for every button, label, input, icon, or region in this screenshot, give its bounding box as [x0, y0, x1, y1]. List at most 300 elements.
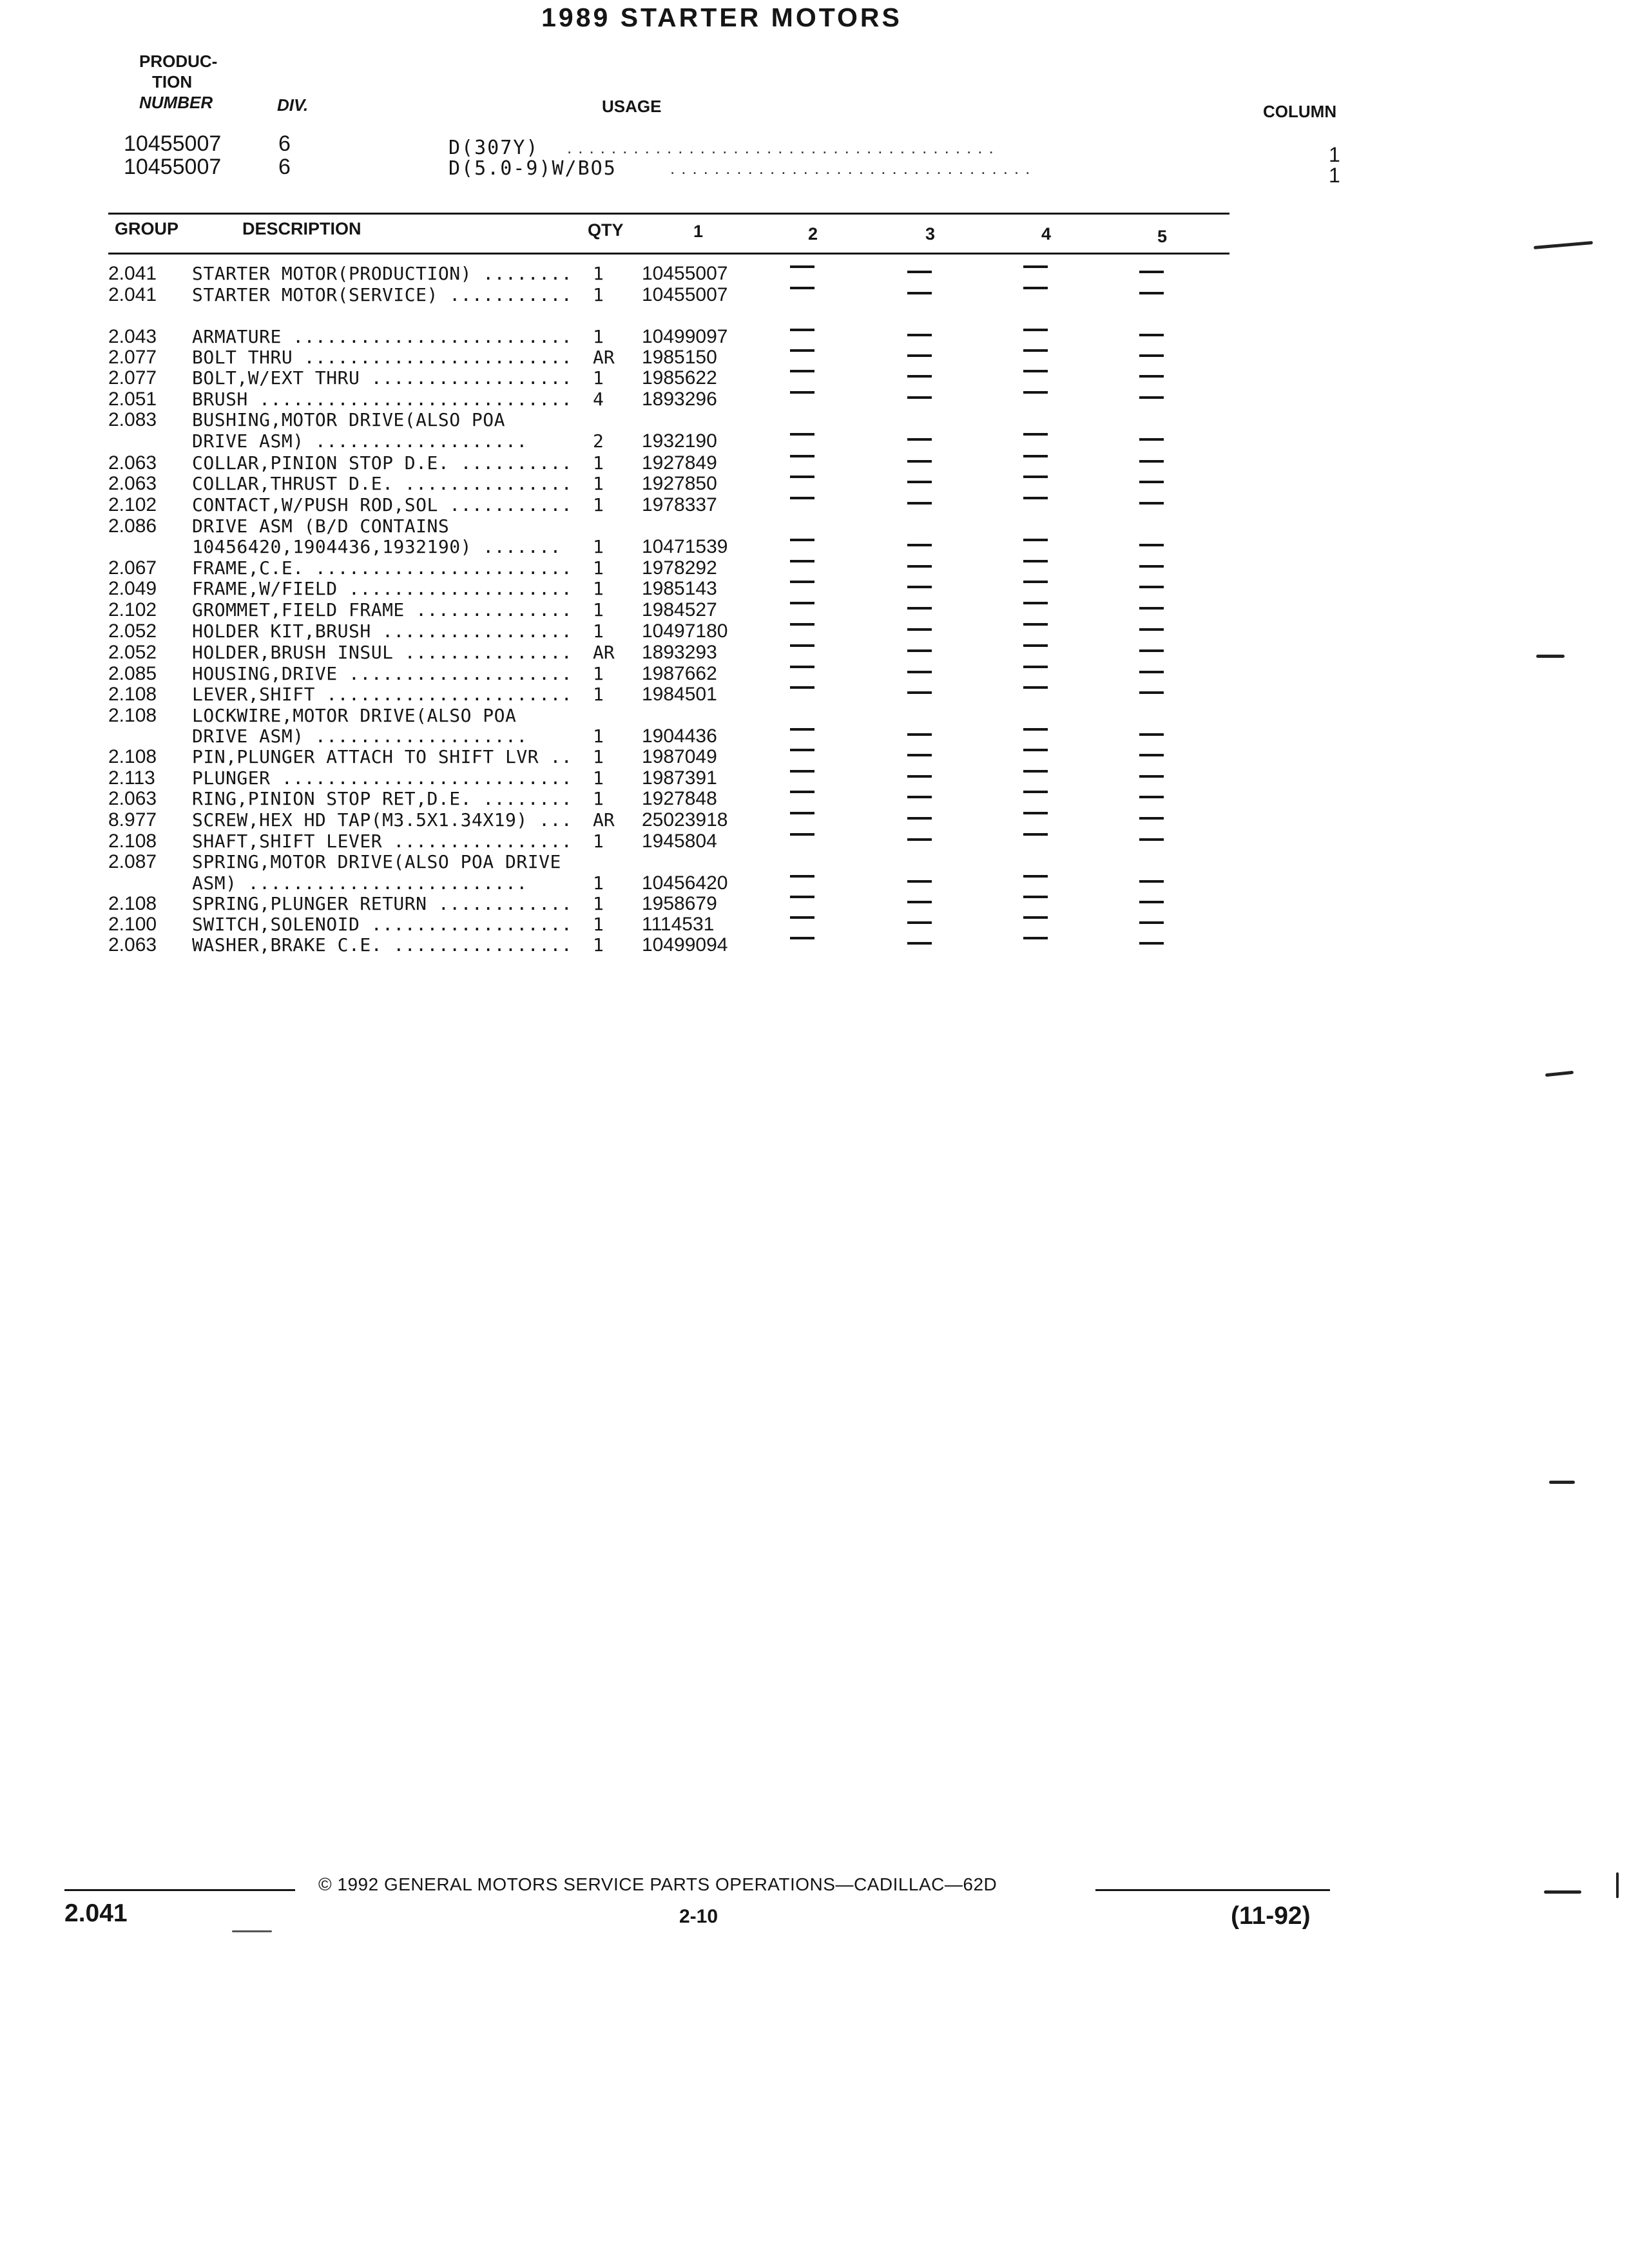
row-description: FRAME,C.E. .......................	[192, 557, 573, 579]
empty-column-dash	[907, 544, 932, 546]
row-part-number: 1978337	[642, 494, 717, 515]
row-qty: 1	[593, 284, 604, 305]
empty-column-dash	[907, 586, 932, 588]
table-row	[0, 473, 1629, 494]
empty-column-dash	[1139, 942, 1164, 945]
table-row	[0, 536, 1629, 557]
empty-column-dash	[790, 644, 815, 647]
empty-column-dash	[790, 370, 815, 372]
empty-column-dash	[1139, 817, 1164, 820]
empty-column-dash	[1139, 671, 1164, 673]
row-qty: 1	[593, 684, 604, 705]
row-group: 2.041	[108, 263, 157, 284]
empty-column-dash	[907, 354, 932, 357]
empty-column-dash	[790, 539, 815, 541]
row-description: LEVER,SHIFT ......................	[192, 684, 573, 705]
scan-mark	[1549, 1481, 1575, 1484]
empty-column-dash	[1139, 649, 1164, 652]
row-group: 2.083	[108, 409, 157, 430]
header-production-3: NUMBER	[139, 93, 213, 112]
scan-mark	[1545, 1071, 1574, 1077]
row-group: 2.108	[108, 705, 157, 726]
table-row	[0, 452, 1629, 473]
empty-column-dash	[907, 502, 932, 505]
row-group: 2.043	[108, 326, 157, 347]
empty-column-dash	[1139, 481, 1164, 483]
row-part-number: 10499094	[642, 934, 728, 956]
row-qty: 1	[593, 494, 604, 515]
row-group: 2.085	[108, 663, 157, 684]
usage-div: 6	[278, 131, 291, 156]
empty-column-dash	[790, 686, 815, 689]
row-description: CONTACT,W/PUSH ROD,SOL ...........	[192, 494, 573, 515]
row-qty: 1	[593, 788, 604, 809]
footer-date: (11-92)	[1231, 1902, 1311, 1930]
row-description: 10456420,1904436,1932190) .......	[192, 536, 561, 557]
row-group: 2.102	[108, 494, 157, 515]
empty-column-dash	[790, 833, 815, 836]
row-qty: 1	[593, 831, 604, 852]
row-description: PIN,PLUNGER ATTACH TO SHIFT LVR ..	[192, 746, 573, 767]
row-qty: 1	[593, 767, 604, 789]
empty-column-dash	[790, 602, 815, 604]
empty-column-dash	[1023, 791, 1048, 793]
row-part-number: 1987049	[642, 746, 717, 767]
row-part-number: 10499097	[642, 326, 728, 347]
empty-column-dash	[1139, 754, 1164, 756]
table-row	[0, 831, 1629, 851]
empty-column-dash	[790, 287, 815, 289]
empty-column-dash	[1139, 901, 1164, 903]
row-group: 2.063	[108, 934, 157, 956]
row-description: COLLAR,PINION STOP D.E. ..........	[192, 452, 573, 474]
empty-column-dash	[1023, 623, 1048, 626]
row-part-number: 10456420	[642, 872, 728, 894]
row-description: ARMATURE .........................	[192, 326, 573, 347]
row-qty: 1	[593, 536, 604, 557]
row-part-number: 1958679	[642, 893, 717, 914]
empty-column-dash	[1139, 544, 1164, 546]
empty-column-dash	[790, 623, 815, 626]
row-qty: 1	[593, 326, 604, 347]
row-qty: 1	[593, 914, 604, 935]
row-qty: 1	[593, 263, 604, 284]
row-part-number: 1987662	[642, 663, 717, 684]
row-part-number: 1932190	[642, 430, 717, 452]
empty-column-dash	[1023, 875, 1048, 878]
empty-column-dash	[907, 271, 932, 273]
row-qty: 1	[593, 473, 604, 494]
usage-number: 10455007	[124, 131, 222, 156]
empty-column-dash	[907, 838, 932, 841]
empty-column-dash	[1139, 775, 1164, 778]
row-description: STARTER MOTOR(SERVICE) ...........	[192, 284, 573, 305]
row-group: 2.108	[108, 746, 157, 767]
empty-column-dash	[1139, 586, 1164, 588]
row-description: BOLT THRU ........................	[192, 347, 573, 368]
table-row	[0, 430, 1629, 451]
table-row	[0, 746, 1629, 767]
empty-column-dash	[1023, 581, 1048, 583]
row-part-number: 1984527	[642, 599, 717, 620]
empty-column-dash	[1139, 880, 1164, 883]
row-description: SHAFT,SHIFT LEVER ................	[192, 831, 573, 852]
empty-column-dash	[790, 433, 815, 436]
usage-div: 6	[278, 155, 291, 179]
table-row	[0, 326, 1629, 347]
row-qty: 1	[593, 663, 604, 684]
empty-column-dash	[907, 754, 932, 756]
empty-column-dash	[907, 628, 932, 631]
row-part-number: 1945804	[642, 831, 717, 852]
empty-column-dash	[1139, 396, 1164, 399]
table-row	[0, 851, 1629, 872]
row-group: 2.108	[108, 831, 157, 852]
row-group: 2.086	[108, 515, 157, 537]
table-row	[0, 263, 1629, 284]
row-qty: 1	[593, 620, 604, 642]
row-group: 2.051	[108, 389, 157, 410]
th-col5: 5	[1157, 227, 1168, 246]
empty-column-dash	[907, 334, 932, 336]
empty-column-dash	[1023, 812, 1048, 814]
table-row	[0, 934, 1629, 955]
empty-column-dash	[1023, 666, 1048, 668]
empty-column-dash	[790, 391, 815, 394]
empty-column-dash	[1139, 691, 1164, 694]
row-part-number: 1927848	[642, 788, 717, 809]
empty-column-dash	[1023, 916, 1048, 919]
empty-column-dash	[1023, 833, 1048, 836]
row-group: 8.977	[108, 809, 157, 831]
row-description: BRUSH ............................	[192, 389, 573, 410]
empty-column-dash	[907, 817, 932, 820]
empty-column-dash	[1139, 334, 1164, 336]
row-group: 2.100	[108, 914, 157, 935]
empty-column-dash	[790, 728, 815, 731]
row-group: 2.063	[108, 452, 157, 474]
empty-column-dash	[1023, 749, 1048, 751]
empty-column-dash	[907, 671, 932, 673]
table-top-rule	[108, 213, 1229, 215]
row-description: HOLDER KIT,BRUSH .................	[192, 620, 573, 642]
empty-column-dash	[907, 921, 932, 924]
empty-column-dash	[790, 896, 815, 898]
row-part-number: 10455007	[642, 263, 728, 284]
table-row	[0, 620, 1629, 641]
row-part-number: 1978292	[642, 557, 717, 579]
empty-column-dash	[1023, 770, 1048, 773]
empty-column-dash	[1023, 602, 1048, 604]
empty-column-dash	[1139, 271, 1164, 273]
header-column: COLUMN	[1263, 102, 1337, 121]
empty-column-dash	[1023, 644, 1048, 647]
empty-column-dash	[790, 560, 815, 562]
row-part-number: 1893296	[642, 389, 717, 410]
empty-column-dash	[790, 581, 815, 583]
row-qty: 1	[593, 599, 604, 620]
footer-copyright: © 1992 GENERAL MOTORS SERVICE PARTS OPERATIONS—CADILLAC—62D	[318, 1874, 998, 1894]
th-col1: 1	[693, 222, 704, 241]
row-group: 2.102	[108, 599, 157, 620]
empty-column-dash	[1139, 565, 1164, 568]
empty-column-dash	[907, 649, 932, 652]
table-row	[0, 347, 1629, 367]
table-row	[0, 809, 1629, 830]
empty-column-dash	[790, 770, 815, 773]
empty-column-dash	[790, 791, 815, 793]
empty-column-dash	[1023, 539, 1048, 541]
table-row	[0, 642, 1629, 662]
row-group: 2.067	[108, 557, 157, 579]
row-description: SPRING,PLUNGER RETURN ............	[192, 893, 573, 914]
empty-column-dash	[1139, 796, 1164, 798]
empty-column-dash	[907, 438, 932, 441]
row-group: 2.113	[108, 767, 155, 789]
empty-column-dash	[907, 901, 932, 903]
table-row	[0, 557, 1629, 578]
empty-column-dash	[1139, 375, 1164, 378]
table-header-rule	[108, 253, 1229, 255]
table-row	[0, 494, 1629, 515]
empty-column-dash	[790, 349, 815, 352]
scan-mark	[1534, 241, 1593, 249]
row-description: SPRING,MOTOR DRIVE(ALSO POA DRIVE	[192, 851, 561, 872]
table-row	[0, 872, 1629, 893]
row-description: DRIVE ASM) ...................	[192, 430, 528, 452]
row-description: ASM) .........................	[192, 872, 528, 894]
empty-column-dash	[790, 666, 815, 668]
table-row	[0, 389, 1629, 409]
empty-column-dash	[1139, 354, 1164, 357]
empty-column-dash	[790, 937, 815, 939]
row-part-number: 1893293	[642, 642, 717, 663]
row-qty: 1	[593, 934, 604, 956]
header-production-2: TION	[152, 72, 193, 91]
table-row	[0, 409, 1629, 430]
row-part-number: 1984501	[642, 684, 717, 705]
scan-mark	[1544, 1890, 1581, 1894]
row-part-number: 1985143	[642, 578, 717, 599]
th-col3: 3	[925, 224, 936, 244]
empty-column-dash	[1139, 628, 1164, 631]
row-group: 2.052	[108, 642, 157, 663]
empty-column-dash	[907, 375, 932, 378]
empty-column-dash	[790, 875, 815, 878]
row-description: PLUNGER ..........................	[192, 767, 573, 789]
empty-column-dash	[790, 497, 815, 499]
th-col2: 2	[808, 224, 818, 244]
empty-column-dash	[790, 455, 815, 457]
row-qty: AR	[593, 809, 615, 831]
empty-column-dash	[1023, 265, 1048, 268]
scan-mark	[1536, 655, 1565, 658]
table-row	[0, 578, 1629, 599]
row-group: 2.049	[108, 578, 157, 599]
empty-column-dash	[790, 749, 815, 751]
usage-column: 1	[1329, 143, 1340, 166]
th-qty: QTY	[588, 220, 624, 240]
table-row	[0, 893, 1629, 914]
row-part-number: 25023918	[642, 809, 728, 831]
table-row	[0, 663, 1629, 684]
row-description: GROMMET,FIELD FRAME ..............	[192, 599, 573, 620]
row-part-number: 1985622	[642, 367, 717, 389]
empty-column-dash	[907, 460, 932, 463]
empty-column-dash	[1023, 476, 1048, 478]
table-row	[0, 767, 1629, 788]
row-part-number: 1114531	[642, 914, 715, 935]
row-description: BOLT,W/EXT THRU ..................	[192, 367, 573, 389]
row-part-number: 1904436	[642, 726, 717, 747]
row-group: 2.077	[108, 347, 157, 368]
empty-column-dash	[1139, 502, 1164, 505]
row-description: SCREW,HEX HD TAP(M3.5X1.34X19) ...	[192, 809, 573, 831]
row-description: FRAME,W/FIELD ....................	[192, 578, 573, 599]
header-div: DIV.	[277, 95, 309, 115]
empty-column-dash	[907, 565, 932, 568]
table-row	[0, 914, 1629, 934]
row-part-number: 10471539	[642, 536, 728, 557]
scan-mark	[1616, 1872, 1619, 1898]
usage-column: 1	[1329, 164, 1340, 187]
table-row	[0, 788, 1629, 809]
empty-column-dash	[1023, 686, 1048, 689]
empty-column-dash	[907, 796, 932, 798]
empty-column-dash	[1023, 370, 1048, 372]
header-usage: USAGE	[602, 97, 662, 116]
row-group: 2.108	[108, 684, 157, 705]
empty-column-dash	[907, 880, 932, 883]
table-row	[0, 367, 1629, 388]
row-description: BUSHING,MOTOR DRIVE(ALSO POA	[192, 409, 506, 430]
row-part-number: 1985150	[642, 347, 717, 368]
empty-column-dash	[907, 292, 932, 294]
row-qty: 1	[593, 557, 604, 579]
row-qty: AR	[593, 642, 615, 663]
th-group: GROUP	[115, 219, 179, 238]
row-description: STARTER MOTOR(PRODUCTION) ........	[192, 263, 573, 284]
row-qty: 4	[593, 389, 604, 410]
row-group: 2.063	[108, 473, 157, 494]
empty-column-dash	[1139, 607, 1164, 610]
header-production-1: PRODUC-	[139, 52, 218, 71]
empty-column-dash	[907, 942, 932, 945]
row-part-number: 10455007	[642, 284, 728, 305]
row-part-number: 1927850	[642, 473, 717, 494]
row-description: LOCKWIRE,MOTOR DRIVE(ALSO POA	[192, 705, 517, 726]
row-qty: 1	[593, 746, 604, 767]
footer-page: 2-10	[679, 1906, 718, 1927]
empty-column-dash	[1023, 287, 1048, 289]
page-title: 1989 STARTER MOTORS	[541, 3, 902, 32]
row-qty: 1	[593, 367, 604, 389]
row-description: RING,PINION STOP RET,D.E. ........	[192, 788, 573, 809]
table-row	[0, 705, 1629, 726]
empty-column-dash	[907, 607, 932, 610]
empty-column-dash	[1023, 455, 1048, 457]
empty-column-dash	[1139, 921, 1164, 924]
scan-mark	[232, 1930, 272, 1932]
empty-column-dash	[790, 476, 815, 478]
footer-rule-left	[64, 1889, 295, 1891]
empty-column-dash	[1023, 896, 1048, 898]
usage-text: D(5.0-9)W/BO5	[448, 157, 617, 180]
empty-column-dash	[1139, 733, 1164, 736]
table-row	[0, 284, 1629, 305]
row-qty: 1	[593, 452, 604, 474]
empty-column-dash	[1023, 349, 1048, 352]
row-description: DRIVE ASM) ...................	[192, 726, 528, 747]
row-part-number: 1987391	[642, 767, 717, 789]
empty-column-dash	[1023, 728, 1048, 731]
row-qty: 1	[593, 893, 604, 914]
row-group: 2.041	[108, 284, 157, 305]
empty-column-dash	[907, 775, 932, 778]
empty-column-dash	[790, 812, 815, 814]
empty-column-dash	[907, 481, 932, 483]
empty-column-dash	[1023, 329, 1048, 331]
row-group: 2.063	[108, 788, 157, 809]
row-group: 2.052	[108, 620, 157, 642]
row-group: 2.087	[108, 851, 157, 872]
row-qty: 2	[593, 430, 604, 452]
empty-column-dash	[1023, 391, 1048, 394]
table-row	[0, 726, 1629, 746]
empty-column-dash	[1023, 560, 1048, 562]
usage-leader-dots: .......................................	[567, 138, 1000, 157]
row-part-number: 10497180	[642, 620, 728, 642]
usage-leader-dots: .................................	[670, 159, 1037, 178]
empty-column-dash	[1139, 460, 1164, 463]
row-description: DRIVE ASM (B/D CONTAINS	[192, 515, 450, 537]
empty-column-dash	[1139, 292, 1164, 294]
empty-column-dash	[1023, 433, 1048, 436]
usage-text: D(307Y)	[448, 137, 539, 159]
empty-column-dash	[907, 691, 932, 694]
empty-column-dash	[1139, 438, 1164, 441]
row-qty: AR	[593, 347, 615, 368]
table-row	[0, 599, 1629, 620]
usage-number: 10455007	[124, 155, 222, 179]
empty-column-dash	[907, 733, 932, 736]
th-description: DESCRIPTION	[242, 219, 361, 238]
empty-column-dash	[1023, 497, 1048, 499]
empty-column-dash	[907, 396, 932, 399]
table-row	[0, 684, 1629, 704]
empty-column-dash	[790, 265, 815, 268]
row-description: HOUSING,DRIVE ....................	[192, 663, 573, 684]
empty-column-dash	[790, 329, 815, 331]
row-description: COLLAR,THRUST D.E. ...............	[192, 473, 573, 494]
th-col4: 4	[1041, 224, 1052, 244]
row-qty: 1	[593, 872, 604, 894]
empty-column-dash	[1023, 937, 1048, 939]
empty-column-dash	[790, 916, 815, 919]
row-group: 2.108	[108, 893, 157, 914]
table-row	[0, 515, 1629, 536]
footer-group: 2.041	[64, 1899, 128, 1927]
footer-rule-right	[1095, 1889, 1330, 1891]
row-description: SWITCH,SOLENOID ..................	[192, 914, 573, 935]
row-description: WASHER,BRAKE C.E. ................	[192, 934, 573, 956]
row-group: 2.077	[108, 367, 157, 389]
row-qty: 1	[593, 726, 604, 747]
row-qty: 1	[593, 578, 604, 599]
row-part-number: 1927849	[642, 452, 717, 474]
row-description: HOLDER,BRUSH INSUL ...............	[192, 642, 573, 663]
empty-column-dash	[1139, 838, 1164, 841]
